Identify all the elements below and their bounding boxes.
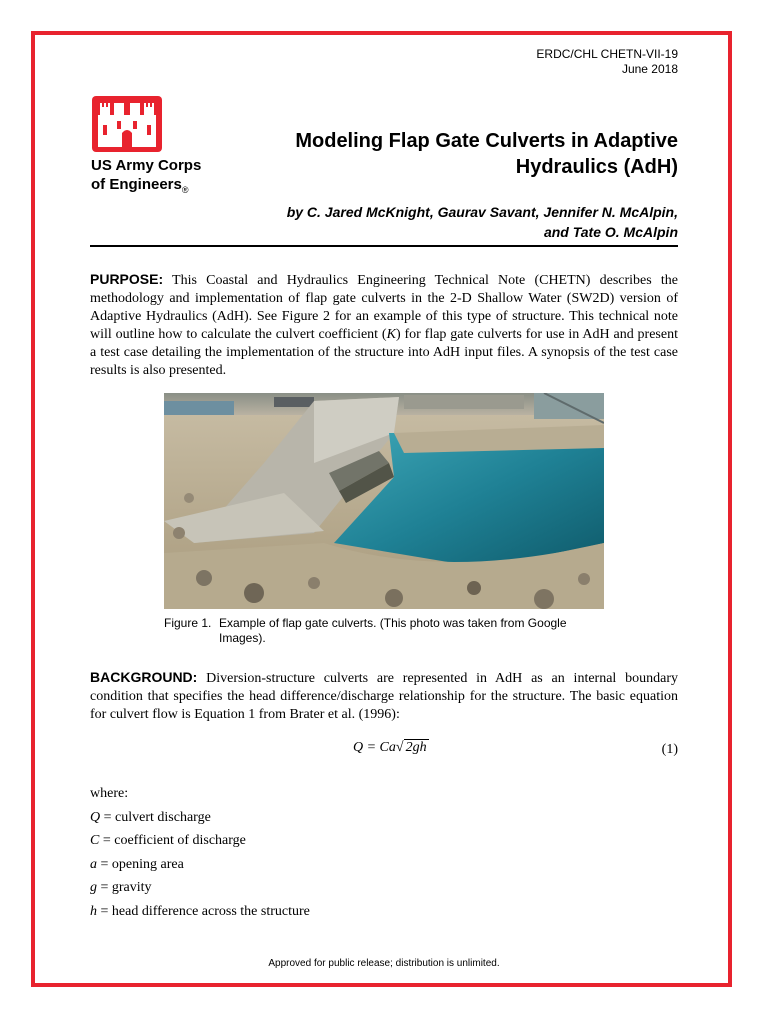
definition-item xyxy=(90,853,310,877)
title-line2: Hydraulics (AdH) xyxy=(515,156,678,178)
background-lead: BACKGROUND: xyxy=(90,669,198,685)
definition-desc: = coefficient of discharge xyxy=(99,833,246,848)
definition-symbol: g xyxy=(90,880,97,895)
figure1-number: Figure 1. xyxy=(164,616,212,630)
org-line1: US Army Corps xyxy=(91,157,202,174)
definitions-list xyxy=(90,782,310,923)
definition-desc: = head difference across the structure xyxy=(97,903,310,919)
definition-item xyxy=(90,806,310,830)
purpose-lead: PURPOSE: xyxy=(90,271,164,287)
equation-number: (1) xyxy=(661,742,678,757)
title-line1: Modeling Flap Gate Culverts in Adaptive xyxy=(295,130,678,152)
equation-1 xyxy=(353,740,429,756)
org-line2: of Engineers xyxy=(91,176,182,193)
definition-desc: = opening area xyxy=(97,856,184,872)
definition-item xyxy=(90,829,310,853)
definition-item xyxy=(90,876,310,900)
definition-symbol: a xyxy=(90,856,97,872)
definition-symbol: C xyxy=(90,833,100,848)
equation-lhs: Q = Ca xyxy=(353,740,396,755)
definition-desc: = gravity xyxy=(97,880,152,895)
sqrt-sign: √ xyxy=(395,740,404,755)
distribution-statement: Approved for public release; distribution is unlimited. xyxy=(268,958,500,969)
flap-gate-culvert-photo xyxy=(164,393,604,609)
org-name xyxy=(91,156,201,200)
purpose-text-2: ) for flap gate culverts for use in AdH and present a test case detailing the implementation of the structure into AdH input files. A synopsis of the test case results is also presented. xyxy=(90,327,678,378)
background-paragraph xyxy=(90,668,678,724)
report-header xyxy=(536,47,678,77)
definitions-where: where: xyxy=(90,786,129,801)
figure1-text: Example of flap gate culverts. (This photo was taken from Google Images). xyxy=(219,616,567,645)
report-id: ERDC/CHL CHETN-VII-19 xyxy=(536,47,678,61)
definition-desc: = culvert discharge xyxy=(100,809,211,825)
registered-mark: ® xyxy=(181,185,189,195)
background-text: Diversion-structure culverts are represented in AdH as an internal boundary condition that specifies the head difference/discharge relationship for the structure. The basic equation for culvert flow is Equation 1 from Brater et al. (1996): xyxy=(90,671,678,722)
authors xyxy=(218,202,678,242)
figure1-caption xyxy=(164,616,604,646)
authors-line2: and Tate O. McAlpin xyxy=(543,224,678,240)
usace-castle-logo xyxy=(92,96,162,152)
purpose-paragraph xyxy=(90,270,678,380)
equation-radicand: 2gh xyxy=(405,740,427,755)
authors-line1: by C. Jared McKnight, Gaurav Savant, Jennifer N. McAlpin, xyxy=(286,204,678,220)
purpose-text-1: This Coastal and Hydraulics Engineering Technical Note (CHETN) describes the methodology and implementation of flap gate culverts in the 2-D Shallow Water (SW2D) version of Adaptive Hydraulics (AdH). See Figure 2 for an example of this type of structure. This technical note will outline how to calculate the culvert coefficient ( xyxy=(90,273,678,342)
figure1-photo xyxy=(164,393,604,609)
title-rule xyxy=(90,245,678,247)
org-line2-wrap xyxy=(91,175,201,200)
definition-symbol: Q xyxy=(90,809,101,825)
definition-item xyxy=(90,900,310,924)
k-symbol: K xyxy=(386,327,396,342)
report-date: June 2018 xyxy=(621,62,678,76)
castle-icon xyxy=(98,101,156,147)
definition-symbol: h xyxy=(90,903,97,919)
document-title xyxy=(218,128,678,180)
